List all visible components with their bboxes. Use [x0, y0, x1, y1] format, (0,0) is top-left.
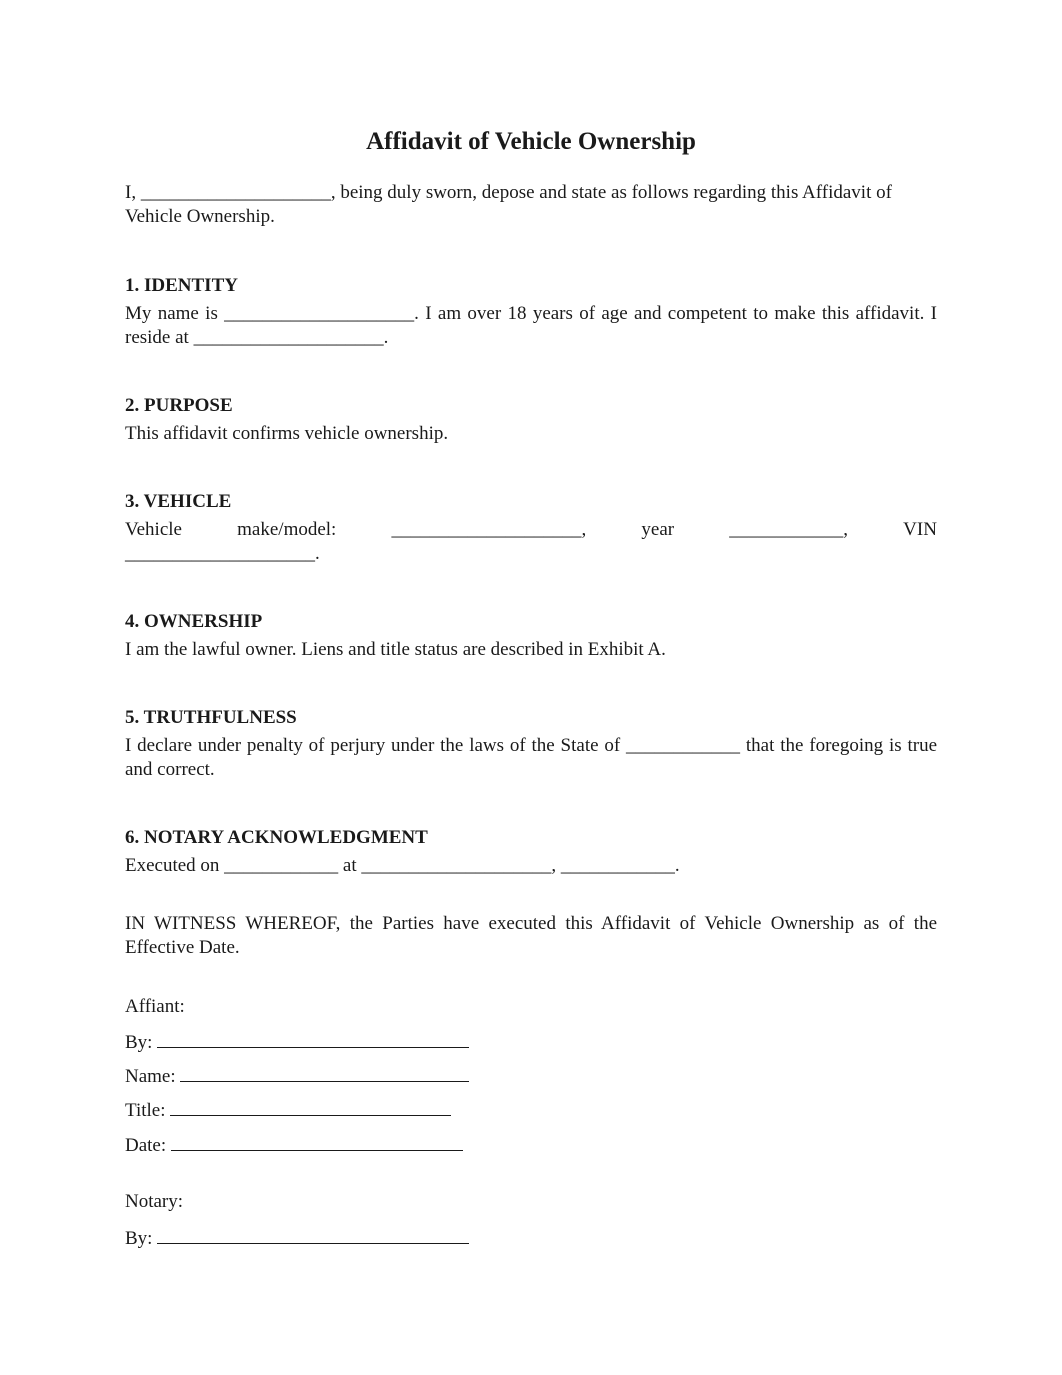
affiant-by-label: By: [125, 1032, 153, 1053]
affiant-by-line[interactable] [157, 1029, 469, 1048]
vin-label: VIN [903, 519, 937, 540]
vin-blank: ____________________. [125, 543, 320, 564]
affiant-title-label: Title: [125, 1100, 166, 1121]
vehicle-details-row [125, 518, 937, 542]
affiant-name-field[interactable] [125, 1063, 469, 1089]
section-heading-identity: 1. IDENTITY [125, 275, 238, 296]
section-heading-purpose: 2. PURPOSE [125, 395, 233, 416]
section-text-notary: Executed on ____________ at ____________________, ____________. [125, 855, 680, 876]
notary-by-line[interactable] [157, 1225, 469, 1244]
notary-by-label: By: [125, 1228, 153, 1249]
year-blank: ____________, [729, 519, 849, 540]
affiant-label: Affiant: [125, 996, 185, 1017]
affiant-by-field[interactable] [125, 1029, 469, 1055]
section-text-ownership: I am the lawful owner. Liens and title status are described in Exhibit A. [125, 639, 666, 660]
section-heading-ownership: 4. OWNERSHIP [125, 611, 263, 632]
section-text-truthfulness: I declare under penalty of perjury under the laws of the State of ____________ that the foregoing is true and correct. [125, 735, 937, 780]
make-model-label: make/model: [237, 519, 337, 540]
section-heading-vehicle: 3. VEHICLE [125, 491, 232, 512]
affiant-date-field[interactable] [125, 1132, 463, 1158]
document-title: Affidavit of Vehicle Ownership [366, 128, 696, 155]
section-heading-notary: 6. NOTARY ACKNOWLEDGMENT [125, 827, 428, 848]
section-text-purpose: This affidavit confirms vehicle ownership. [125, 423, 449, 444]
intro-paragraph: I, ____________________, being duly sworn, depose and state as follows regarding this Affidavit of Vehicle Ownership. [125, 182, 892, 227]
affiant-title-line[interactable] [170, 1097, 451, 1116]
affiant-name-line[interactable] [180, 1063, 469, 1082]
witness-paragraph: IN WITNESS WHEREOF, the Parties have executed this Affidavit of Vehicle Ownership as of the Effective Date. [125, 913, 937, 958]
notary-label: Notary: [125, 1191, 184, 1212]
notary-by-field[interactable] [125, 1225, 469, 1251]
vehicle-word: Vehicle [125, 519, 182, 540]
affiant-title-field[interactable] [125, 1097, 451, 1123]
affiant-date-line[interactable] [171, 1132, 463, 1151]
section-heading-truthfulness: 5. TRUTHFULNESS [125, 707, 297, 728]
year-label: year [641, 519, 675, 540]
affiant-name-label: Name: [125, 1066, 176, 1087]
affiant-date-label: Date: [125, 1135, 167, 1156]
section-text-identity: My name is ____________________. I am over 18 years of age and competent to make this affidavit. I reside at ____________________. [125, 303, 937, 348]
make-model-blank: ____________________, [391, 519, 587, 540]
